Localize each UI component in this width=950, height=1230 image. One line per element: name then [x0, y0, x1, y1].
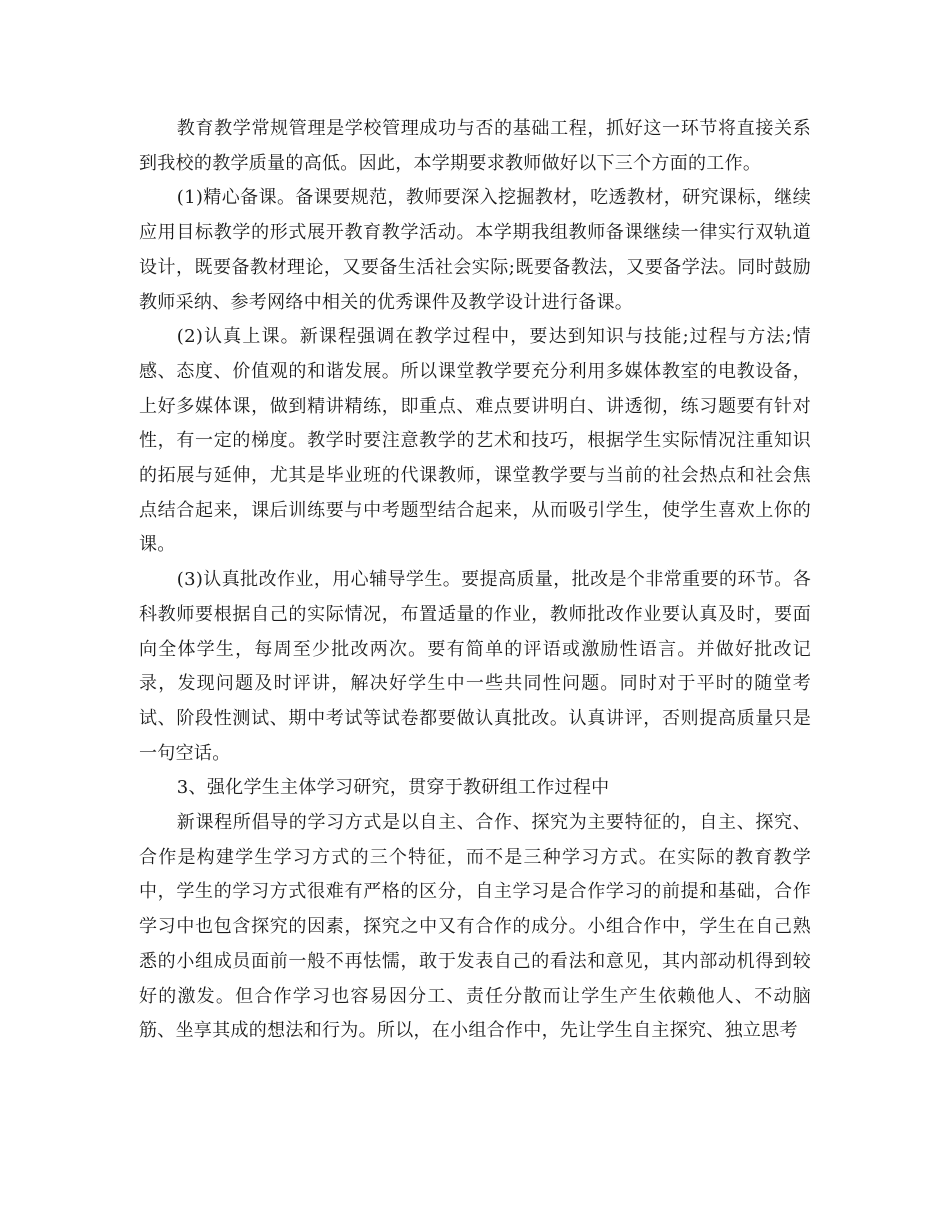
- paragraph-teaching: (2)认真上课。新课程强调在教学过程中，要达到知识与技能;过程与方法;情感、态度、价值观的和谐发展。所以课堂教学要充分利用多媒体教室的电教设备，上好多媒体课，做到精讲精练，即重点、难点要讲明白、讲透彻，练习题要有针对性，有一定的梯度。教学时要注意教学的艺术和技巧，根据学生实际情况注重知识的拓展与延伸，尤其是毕业班的代课教师，课堂教学要与当前的社会热点和社会焦点结合起来，课后训练要与中考题型结合起来，从而吸引学生，使学生喜欢上你的课。: [139, 326, 811, 556]
- paragraph-learning-methods: 新课程所倡导的学习方式是以自主、合作、探究为主要特征的，自主、探究、合作是构建学生学习方式的三个特征，而不是三种学习方式。在实际的教育教学中，学生的学习方式很难有严格的区分，自主学习是合作学习的前提和基础，合作学习中也包含探究的因素，探究之中又有合作的成分。小组合作中，学生在自己熟悉的小组成员面前一般不再怯懦，敢于发表自己的看法和意见，其内部动机得到较好的激发。但合作学习也容易因分工、责任分散而让学生产生依赖他人、不动脑筋、坐享其成的想法和行为。所以，在小组合作中，先让学生自主探究、独立思考: [139, 812, 811, 1042]
- paragraph-lesson-prep: (1)精心备课。备课要规范，教师要深入挖掘教材，吃透教材，研究课标，继续应用目标教学的形式展开教育教学活动。本学期我组教师备课继续一律实行双轨道设计，既要备教材理论，又要备生活社会实际;既要备教法，又要备学法。同时鼓励教师采纳、参考网络中相关的优秀课件及教学设计进行备课。: [139, 187, 811, 313]
- paragraph-homework: (3)认真批改作业，用心辅导学生。要提高质量，批改是个非常重要的环节。各科教师要根据自己的实际情况，布置适量的作业，教师批改作业要认真及时，要面向全体学生，每周至少批改两次。要有简单的评语或激励性语言。并做好批改记录，发现问题及时评讲，解决好学生中一些共同性问题。同时对于平时的随堂考试、阶段性测试、期中考试等试卷都要做认真批改。认真讲评，否则提高质量只是一句空话。: [139, 569, 811, 764]
- paragraph-intro: 教育教学常规管理是学校管理成功与否的基础工程，抓好这一环节将直接关系到我校的教学质量的高低。因此，本学期要求教师做好以下三个方面的工作。: [139, 118, 811, 174]
- section-heading: 3、强化学生主体学习研究，贯穿于教研组工作过程中: [176, 777, 610, 799]
- document-body: [139, 112, 811, 1049]
